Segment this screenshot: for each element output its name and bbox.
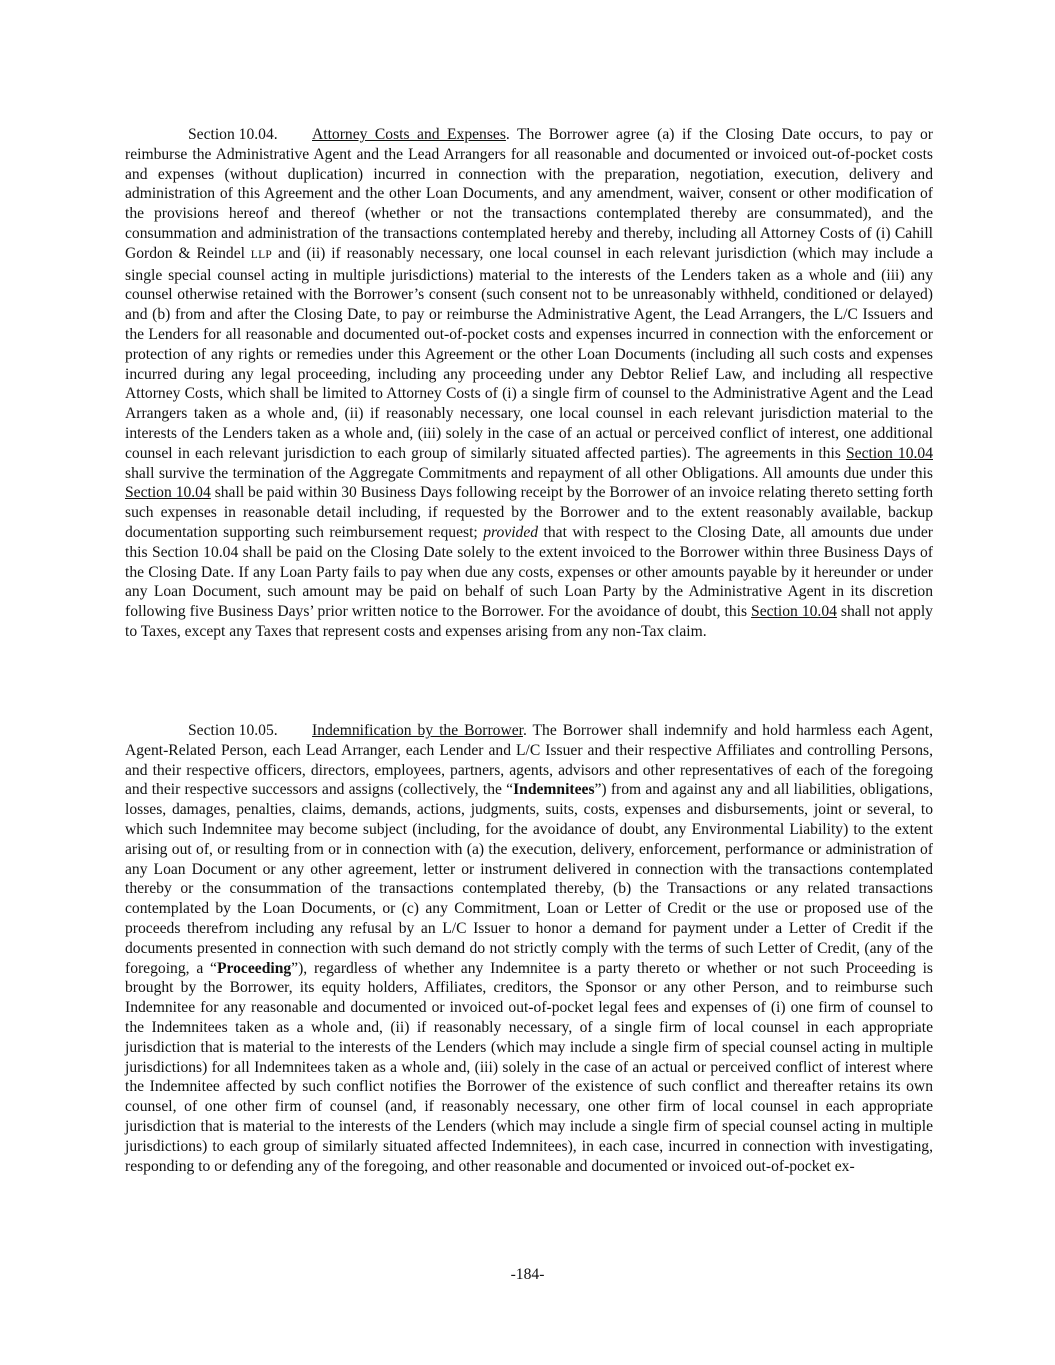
section-10-04-text-6: shall not apply to Taxes, except any Taxes that represent costs and expenses arising from any non-Tax claim.	[125, 603, 933, 640]
section-10-04-number: Section 10.04.	[188, 126, 278, 143]
section-10-05-text-2: ”) from and against any and all liabilities, obligations, losses, damages, penalties, claims, demands, actions, judgments, suits, costs, expenses and disbursements, joint or several, to which such Indemnitee may become subject (including, for the avoidance of doubt, any Environmental Liability) to the extent arising out of, or resulting from or in connection with (a) the execution, delivery, enforcement, performance or administration of any Loan Document or any other agreement, letter or instrument delivered in connection with the transactions contemplated thereby or the consummation of the transactions contemplated thereby, (b) the Transactions or any related transactions contemplated by the Loan Documents, or (c) any Commitment, Loan or Letter of Credit or the use or proposed use of the proceeds therefrom including any refusal by an L/C Issuer to honor a demand for payment under a Letter of Credit if the documents presented in connection with such demand do not strictly comply with the terms of such Letter of Credit, (any of the foregoing, a “	[125, 781, 933, 977]
section-10-05-title-period: .	[522, 722, 527, 739]
defined-term-proceeding: Proceeding	[216, 959, 292, 977]
section-10-04-text-1: The Borrower agree (a) if the Closing Date occurs, to pay or reimburse the Administrative Agent and the Lead Arrangers for all reasonable and documented or invoiced out-of-pocket costs and expenses (without duplication) incurred in connection with the preparation, negotiation, execution, delivery and administration of this Agreement and the other Loan Documents, and any amendment, waiver, consent or other modification of the provisions hereof and thereof (whether or not the transactions contemplated thereby are consummated), and the consummation and administration of the transactions contemplated hereby and thereby, including all Attorney Costs of (i) Cahill Gordon & Reindel	[125, 126, 933, 262]
section-10-05-paragraph	[125, 721, 933, 1176]
section-reference: Section 10.04	[846, 444, 933, 462]
page-number: -184-	[510, 1266, 545, 1283]
defined-term-indemnitees: Indemnitees	[513, 781, 595, 799]
section-10-04-text-5: that with respect to the Closing Date, all amounts due under this Section 10.04 shall be paid on the Closing Date solely to the extent invoiced to the Borrower within three Business Days of the Closing Date. If any Loan Party fails to pay when due any costs, expenses or other amounts payable by it hereunder or under any Loan Document, such amount may be paid on behalf of such Loan Party by the Administrative Agent in its discretion following five Business Days’ prior written notice to the Borrower. For the avoidance of doubt, this	[125, 523, 933, 621]
section-reference: Section 10.04	[751, 603, 837, 621]
section-10-04-text-4: shall be paid within 30 Business Days following receipt by the Borrower of an invoice relating thereto setting forth such expenses in reasonable detail including, if requested by the Borrower and to the extent reasonably available, backup documentation supporting such reimbursement request;	[125, 484, 933, 541]
section-10-04-text-2: and (ii) if reasonably necessary, one local counsel in each relevant jurisdiction (which may include a single special counsel acting in multiple jurisdictions) material to the interests of the Lenders taken as a whole and (iii) any counsel otherwise retained with the Borrower’s consent (such consent not to be unreasonably withheld, conditioned or delayed) and (b) from and after the Closing Date, to pay or reimburse the Administrative Agent, the Lead Arrangers, the L/C Issuers and the Lenders for all reasonable and documented out-of-pocket costs and expenses incurred in connection with the enforcement or protection of any rights or remedies under this Agreement or the other Loan Documents (including all such costs and expenses incurred during any legal proceeding, including any proceeding under any Debtor Relief Law, and including all respective Attorney Costs, which shall be limited to Attorney Costs of (i) a single firm of counsel to the Administrative Agent and the Lead Arrangers taken as a whole and, (ii) if reasonably necessary, one local counsel in each relevant jurisdiction material to the interests of the Lenders taken as a whole and, (iii) solely in the case of an actual or perceived conflict of interest, one additional counsel in each relevant jurisdiction to each group of similarly situated affected parties). The agreements in this	[125, 244, 933, 462]
section-10-05-text-1: The Borrower shall indemnify and hold harmless each Agent, Agent-Related Person, each Lead Arranger, each Lender and L/C Issuer and their respective Affiliates and controlling Persons, and their respective officers, directors, employees, partners, agents, advisors and other representatives of each of the foregoing and their respective successors and assigns (collectively, the “	[125, 722, 933, 799]
llp-text: LLP	[250, 248, 273, 261]
section-10-04-paragraph	[125, 125, 933, 642]
section-10-05-text-3: ”), regardless of whether any Indemnitee is a party thereto or whether or not such Proceeding is brought by the Borrower, its equity holders, Affiliates, creditors, the Sponsor or any other Person, and to reimburse such Indemnitee for any reasonable and documented or invoiced out-of-pocket legal fees and expenses of (i) one firm of counsel to the Indemnitees taken as a whole and, (ii) if reasonably necessary, of a single firm of local counsel in each appropriate jurisdiction that is material to the interests of the Lenders (which may include a single firm of special counsel acting in multiple jurisdictions) for all Indemnitees taken as a whole and, (iii) solely in the case of an actual or perceived conflict of interest where the Indemnitee affected by such conflict notifies the Borrower of the existence of such conflict and thereafter retains its own counsel, of one other firm of counsel (and, if reasonably necessary, one other firm of local counsel in each appropriate jurisdiction that is material to the interests of the Lenders (which may include a single firm of special counsel acting in multiple jurisdictions) to each group of similarly situated affected Indemnitees), in each case, incurred in connection with investigating, responding to or defending any of the foregoing, and other reasonable and documented or invoiced out-of-pocket ex-	[125, 959, 933, 1175]
provided-term: provided	[483, 523, 539, 541]
section-10-04-title-period: .	[505, 126, 510, 143]
section-10-04-text-3: shall survive the termination of the Aggregate Commitments and repayment of all other Obligations. All amounts due under this	[125, 464, 933, 482]
section-10-04-title: Attorney Costs and Expenses	[312, 126, 506, 143]
section-10-05-title: Indemnification by the Borrower	[312, 722, 523, 739]
section-10-05-number: Section 10.05.	[188, 722, 278, 739]
section-reference: Section 10.04	[125, 484, 211, 502]
